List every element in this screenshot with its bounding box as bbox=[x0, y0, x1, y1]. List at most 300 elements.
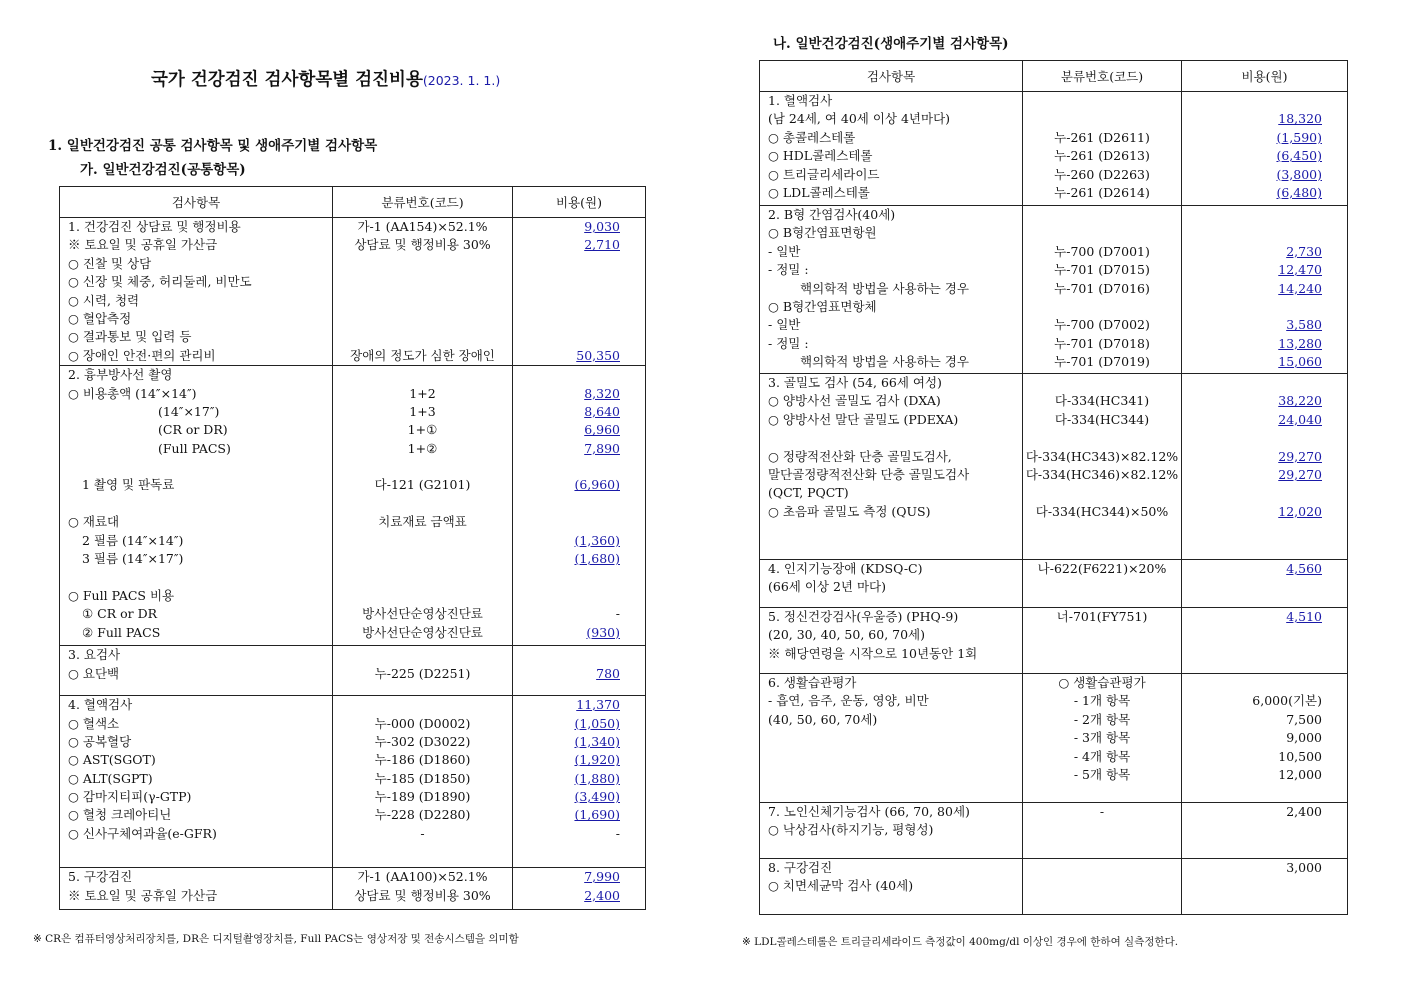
cost-cell bbox=[1182, 674, 1348, 803]
cost-text bbox=[1182, 877, 1347, 895]
item-text: 4. 혈액검사 bbox=[68, 697, 133, 713]
cost-link[interactable]: (1,880) bbox=[574, 770, 620, 786]
code-text: - 1개 항목 bbox=[1073, 693, 1131, 709]
code-text bbox=[333, 328, 512, 346]
code-cell bbox=[333, 696, 513, 868]
cost-text bbox=[1182, 166, 1347, 184]
item-cell bbox=[60, 646, 333, 696]
cost-link[interactable]: 8,640 bbox=[584, 403, 620, 419]
item-cell bbox=[760, 374, 1023, 560]
code-text bbox=[1023, 110, 1181, 128]
cost-text bbox=[1182, 184, 1347, 202]
cost-link[interactable]: (1,340) bbox=[574, 733, 620, 749]
cost-text bbox=[513, 292, 645, 310]
item-text: 6. 생활습관평가 bbox=[768, 675, 857, 690]
code-text bbox=[1023, 484, 1181, 502]
code-text: ○ 생활습관평가 bbox=[1058, 675, 1146, 690]
item-text: - 정밀 : bbox=[768, 262, 809, 278]
code-cell bbox=[1023, 803, 1182, 859]
item-text: (남 24세, 여 40세 이상 4년마다) bbox=[768, 111, 951, 127]
code-cell bbox=[1023, 92, 1182, 206]
code-text bbox=[333, 696, 512, 714]
code-text bbox=[1023, 877, 1181, 895]
code-text bbox=[1023, 206, 1181, 224]
cost-text bbox=[513, 665, 645, 683]
cost-link[interactable]: 7,890 bbox=[584, 440, 620, 456]
code-cell bbox=[1023, 608, 1182, 674]
cost-text bbox=[1182, 335, 1347, 353]
code-text: 누-000 (D0002) bbox=[374, 715, 471, 731]
cost-cell bbox=[513, 366, 646, 646]
cost-text: 7,500 bbox=[1286, 711, 1322, 727]
cost-text bbox=[1182, 110, 1347, 128]
code-text: 누-701 (D7019) bbox=[1054, 354, 1150, 370]
item-cell bbox=[60, 868, 333, 910]
code-text: 누-302 (D3022) bbox=[374, 733, 471, 749]
item-cell bbox=[760, 608, 1023, 674]
item-text: 5. 구강검진 bbox=[68, 869, 133, 885]
code-text bbox=[1023, 645, 1181, 663]
item-text: ○ 초음파 골밀도 측정 (QUS) bbox=[768, 503, 931, 519]
code-text bbox=[333, 495, 512, 513]
code-text bbox=[333, 458, 512, 476]
code-text: 다-334(HC343)×82.12% bbox=[1025, 448, 1179, 464]
code-text bbox=[333, 550, 512, 568]
cost-link[interactable]: (6,450) bbox=[1276, 148, 1322, 164]
cost-link[interactable]: (930) bbox=[586, 624, 620, 640]
code-cell bbox=[1023, 374, 1182, 560]
item-text: ○ 감마지티피(γ-GTP) bbox=[68, 789, 192, 805]
item-text bbox=[60, 568, 332, 586]
cost-link[interactable]: 13,280 bbox=[1278, 335, 1322, 351]
cost-text bbox=[513, 421, 645, 439]
cost-text: 10,500 bbox=[1278, 748, 1322, 764]
cost-text bbox=[513, 255, 645, 273]
code-cell bbox=[1023, 674, 1182, 803]
item-text: ○ B형간염표면항원 bbox=[768, 225, 877, 241]
header-cost: 비용(원) bbox=[1182, 61, 1348, 92]
cost-text bbox=[513, 236, 645, 254]
table-row bbox=[760, 674, 1348, 803]
item-text: ○ 공복혈당 bbox=[68, 733, 132, 749]
item-text: ○ 비용총액 (14″×14″) bbox=[68, 385, 197, 401]
common-items-table bbox=[59, 186, 646, 910]
cost-text bbox=[513, 868, 645, 886]
cost-link[interactable]: 4,510 bbox=[1286, 609, 1322, 624]
item-text: ○ 혈색소 bbox=[68, 715, 120, 731]
cost-link[interactable]: 780 bbox=[596, 665, 620, 681]
cost-text bbox=[1182, 503, 1347, 521]
item-text bbox=[760, 748, 1022, 766]
item-text: ※ 해당연령을 시작으로 10년동안 1회 bbox=[768, 645, 978, 661]
lifecycle-items-table bbox=[759, 60, 1348, 915]
cost-text bbox=[513, 440, 645, 458]
code-text: 누-186 (D1860) bbox=[374, 752, 471, 768]
cost-text bbox=[513, 458, 645, 476]
table-row bbox=[60, 218, 646, 366]
cost-cell bbox=[513, 868, 646, 910]
item-text: 1. 건강검진 상담료 및 행정비용 bbox=[68, 219, 241, 234]
item-text: ○ 재료대 bbox=[68, 514, 120, 530]
item-text: ○ LDL콜레스테롤 bbox=[768, 184, 870, 200]
cost-link[interactable]: 50,350 bbox=[576, 347, 620, 363]
code-text: 너-701(FY751) bbox=[1056, 609, 1148, 624]
cost-text bbox=[1182, 560, 1347, 578]
cost-text bbox=[1182, 316, 1347, 334]
cost-text bbox=[1182, 147, 1347, 165]
cost-text bbox=[1182, 224, 1347, 242]
item-text: ※ 토요일 및 공휴일 가산금 bbox=[68, 887, 218, 903]
item-text: - 일반 bbox=[768, 243, 801, 259]
item-text: ○ AST(SGOT) bbox=[68, 752, 156, 768]
item-text: ○ 양방사선 말단 골밀도 (PDEXA) bbox=[768, 411, 959, 427]
code-cell bbox=[333, 868, 513, 910]
cost-text bbox=[1182, 92, 1347, 110]
item-text: 2 필름 (14″×14″) bbox=[82, 532, 184, 548]
cost-link[interactable]: 9,030 bbox=[584, 219, 620, 234]
code-text: 누-189 (D1890) bbox=[374, 789, 471, 805]
item-text: ○ 신장 및 체중, 허리둘레, 비만도 bbox=[68, 274, 252, 290]
item-text: (QCT, PQCT) bbox=[768, 485, 849, 501]
cost-cell bbox=[1182, 92, 1348, 206]
item-text: ○ 신사구체여과율(e-GFR) bbox=[68, 825, 217, 841]
cost-link[interactable]: 24,040 bbox=[1278, 411, 1322, 427]
table-row bbox=[760, 206, 1348, 374]
cost-cell bbox=[1182, 560, 1348, 608]
item-text: ○ 요단백 bbox=[68, 665, 120, 681]
item-text: ○ 시력, 청력 bbox=[68, 292, 140, 308]
item-cell bbox=[760, 859, 1023, 915]
code-text: 장애의 정도가 심한 장애인 bbox=[350, 347, 495, 363]
item-text: ○ HDL콜레스테롤 bbox=[768, 148, 873, 164]
cost-link[interactable]: (6,480) bbox=[1276, 184, 1322, 200]
cost-link[interactable]: 6,960 bbox=[584, 422, 620, 438]
item-text: ○ 총콜레스테롤 bbox=[768, 129, 856, 145]
cost-text bbox=[513, 476, 645, 494]
cost-text bbox=[513, 696, 645, 714]
cost-text bbox=[1182, 261, 1347, 279]
cost-text bbox=[513, 568, 645, 586]
cost-text bbox=[1182, 298, 1347, 316]
item-text: ○ 치면세균막 검사 (40세) bbox=[768, 878, 914, 894]
code-text: 다-334(HC346)×82.12% bbox=[1025, 466, 1179, 482]
code-text: 누-260 (D2263) bbox=[1054, 166, 1150, 182]
cost-link[interactable]: 38,220 bbox=[1278, 393, 1322, 409]
cost-text bbox=[1182, 645, 1347, 663]
code-text bbox=[1023, 859, 1181, 877]
item-text: (CR or DR) bbox=[158, 422, 228, 438]
code-text: 누-701 (D7016) bbox=[1054, 280, 1150, 296]
code-text: 가-1 (AA100)×52.1% bbox=[357, 869, 488, 885]
item-text: ○ 정량적전산화 단층 골밀도검사, bbox=[768, 448, 952, 464]
table-row bbox=[760, 803, 1348, 859]
page-title: 국가 건강검진 검사항목별 검진비용(2023. 1. 1.) bbox=[151, 70, 501, 90]
cost-link[interactable]: 2,710 bbox=[584, 237, 620, 253]
table-row bbox=[60, 366, 646, 646]
code-text bbox=[1023, 429, 1181, 447]
cost-link[interactable]: 4,560 bbox=[1286, 561, 1322, 576]
code-text bbox=[333, 310, 512, 328]
item-cell bbox=[760, 206, 1023, 374]
footnote-right: ※ LDL콜레스테롤은 트리글리세라이드 측정값이 400mg/dl 이상인 경우에 한하여 실측정한다. bbox=[742, 936, 1179, 948]
item-text: ○ Full PACS 비용 bbox=[68, 587, 175, 603]
code-cell bbox=[333, 646, 513, 696]
cost-link[interactable]: 15,060 bbox=[1278, 354, 1322, 370]
code-text bbox=[333, 587, 512, 605]
table-row bbox=[760, 560, 1348, 608]
cost-text bbox=[513, 770, 645, 788]
cost-text bbox=[513, 513, 645, 531]
code-text: 누-700 (D7001) bbox=[1054, 243, 1150, 259]
item-text: ※ 토요일 및 공휴일 가산금 bbox=[68, 237, 218, 253]
header-item: 검사항목 bbox=[60, 187, 333, 218]
cost-text bbox=[513, 587, 645, 605]
cost-text: - bbox=[615, 606, 620, 622]
code-cell bbox=[1023, 206, 1182, 374]
cost-link[interactable]: 12,020 bbox=[1278, 503, 1322, 519]
item-text: 3 필름 (14″×17″) bbox=[82, 551, 184, 567]
code-text: - 3개 항목 bbox=[1073, 730, 1131, 746]
item-text: 핵의학적 방법을 사용하는 경우 bbox=[800, 354, 969, 370]
item-text: 1. 혈액검사 bbox=[768, 93, 833, 108]
item-text: (20, 30, 40, 50, 60, 70세) bbox=[768, 627, 925, 643]
cost-text bbox=[513, 366, 645, 384]
item-text: ○ 양방사선 골밀도 검사 (DXA) bbox=[768, 393, 941, 409]
cost-text bbox=[1182, 129, 1347, 147]
code-cell bbox=[1023, 560, 1182, 608]
code-text: 1+① bbox=[407, 422, 438, 438]
code-text: 누-700 (D7002) bbox=[1054, 317, 1150, 333]
code-text: 1+3 bbox=[409, 403, 436, 419]
code-text: 누-228 (D2280) bbox=[374, 807, 471, 823]
cost-text bbox=[513, 532, 645, 550]
cost-link[interactable]: 2,400 bbox=[584, 887, 620, 903]
cost-text bbox=[1182, 243, 1347, 261]
item-cell bbox=[760, 803, 1023, 859]
code-cell bbox=[333, 218, 513, 366]
code-cell bbox=[333, 366, 513, 646]
item-text: - 정밀 : bbox=[768, 335, 809, 351]
item-text: - 일반 bbox=[768, 317, 801, 333]
cost-link[interactable]: 2,730 bbox=[1286, 243, 1322, 259]
code-text bbox=[333, 255, 512, 273]
cost-cell bbox=[1182, 608, 1348, 674]
cost-text: 12,000 bbox=[1278, 766, 1322, 782]
cost-text bbox=[1182, 626, 1347, 644]
code-text: 나-622(F6221)×20% bbox=[1037, 561, 1167, 576]
code-text bbox=[333, 646, 512, 664]
item-text: (Full PACS) bbox=[158, 440, 231, 456]
item-text bbox=[60, 495, 332, 513]
cost-cell bbox=[513, 696, 646, 868]
code-text: 1+② bbox=[407, 440, 438, 456]
cost-text bbox=[513, 385, 645, 403]
code-text: 방사선단순영상진단료 bbox=[362, 624, 483, 640]
cost-text bbox=[1182, 392, 1347, 410]
item-cell bbox=[760, 674, 1023, 803]
code-text: 1+2 bbox=[409, 385, 436, 401]
section1-heading: 1. 일반건강검진 공통 검사항목 및 생애주기별 검사항목 bbox=[48, 138, 378, 154]
code-text: 누-701 (D7015) bbox=[1054, 262, 1150, 278]
item-text: ○ ALT(SGPT) bbox=[68, 770, 153, 786]
code-text bbox=[333, 366, 512, 384]
cost-text bbox=[513, 624, 645, 642]
cost-link[interactable]: (1,050) bbox=[574, 715, 620, 731]
cost-link[interactable]: 14,240 bbox=[1278, 280, 1322, 296]
cost-text bbox=[1182, 821, 1347, 839]
footnote-left: ※ CR은 컴퓨터영상처리장치를, DR은 디지털촬영장치를, Full PACS는 영상저장 및 전송시스템을 의미함 bbox=[33, 933, 519, 945]
code-text bbox=[333, 273, 512, 291]
cost-text bbox=[1182, 578, 1347, 596]
item-text: 핵의학적 방법을 사용하는 경우 bbox=[800, 280, 969, 296]
item-text: 2. B형 간염검사(40세) bbox=[768, 207, 896, 222]
cost-link[interactable]: 8,320 bbox=[584, 385, 620, 401]
item-text: ○ 장애인 안전·편의 관리비 bbox=[68, 347, 216, 363]
code-text bbox=[1023, 626, 1181, 644]
table-row bbox=[760, 92, 1348, 206]
item-text: 2. 흉부방사선 촬영 bbox=[68, 367, 173, 383]
item-text: (40, 50, 60, 70세) bbox=[768, 711, 878, 727]
cost-text: 2,400 bbox=[1286, 804, 1322, 819]
code-text: - 5개 항목 bbox=[1073, 766, 1131, 782]
cost-cell bbox=[513, 646, 646, 696]
cost-link[interactable]: 12,470 bbox=[1278, 262, 1322, 278]
cost-text bbox=[513, 806, 645, 824]
cost-link[interactable]: (1,680) bbox=[574, 551, 620, 567]
cost-link[interactable]: 7,990 bbox=[584, 869, 620, 885]
cost-text bbox=[513, 495, 645, 513]
item-text bbox=[760, 766, 1022, 784]
code-text bbox=[333, 568, 512, 586]
cost-text bbox=[513, 403, 645, 421]
item-text: - 흡연, 음주, 운동, 영양, 비만 bbox=[768, 693, 929, 709]
code-text: 상담료 및 행정비용 30% bbox=[354, 887, 491, 903]
cost-text: 6,000(기본) bbox=[1252, 693, 1322, 709]
cost-link[interactable]: 18,320 bbox=[1278, 111, 1322, 127]
cost-text: - bbox=[615, 825, 620, 841]
item-text: 8. 구강검진 bbox=[768, 860, 833, 875]
code-text: 누-701 (D7018) bbox=[1054, 335, 1150, 351]
code-text bbox=[1023, 578, 1181, 596]
subsection-ga-heading: 가. 일반건강검진(공통항목) bbox=[80, 162, 246, 178]
item-cell bbox=[60, 366, 333, 646]
title-date: (2023. 1. 1.) bbox=[422, 73, 501, 88]
subsection-na-heading: 나. 일반건강검진(생애주기별 검사항목) bbox=[773, 36, 1009, 52]
item-text: ○ 결과통보 및 입력 등 bbox=[68, 329, 192, 345]
item-text: 1 촬영 및 판독료 bbox=[82, 477, 175, 493]
table-row bbox=[60, 868, 646, 910]
code-text: - bbox=[1099, 804, 1105, 819]
code-text: 누-185 (D1850) bbox=[374, 770, 471, 786]
cost-cell bbox=[1182, 374, 1348, 560]
code-text: 다-334(HC344)×50% bbox=[1035, 503, 1169, 519]
cost-link[interactable]: (1,920) bbox=[574, 752, 620, 768]
item-text: ② Full PACS bbox=[82, 624, 161, 640]
code-text: 다-334(HC344) bbox=[1054, 411, 1150, 427]
code-text: 누-261 (D2611) bbox=[1054, 129, 1150, 145]
cost-link[interactable]: (3,490) bbox=[574, 789, 620, 805]
cost-link[interactable]: 29,270 bbox=[1278, 448, 1322, 464]
code-text: 방사선단순영상진단료 bbox=[362, 606, 483, 622]
cost-text bbox=[1182, 206, 1347, 224]
cost-text bbox=[513, 550, 645, 568]
item-text: ○ 진찰 및 상담 bbox=[68, 255, 152, 271]
header-code: 분류번호(코드) bbox=[333, 187, 513, 218]
item-text: 3. 골밀도 검사 (54, 66세 여성) bbox=[768, 375, 942, 390]
cost-link[interactable]: 29,270 bbox=[1278, 466, 1322, 482]
item-text bbox=[60, 458, 332, 476]
cost-text bbox=[513, 646, 645, 664]
item-text: ○ 낙상검사(하지기능, 평형성) bbox=[768, 822, 934, 838]
cost-text bbox=[1182, 484, 1347, 502]
cost-cell bbox=[1182, 206, 1348, 374]
code-text: - bbox=[420, 825, 425, 841]
cost-text: 9,000 bbox=[1286, 730, 1322, 746]
code-text bbox=[1023, 298, 1181, 316]
cost-text bbox=[513, 715, 645, 733]
cost-link[interactable]: (6,960) bbox=[574, 477, 620, 493]
item-cell bbox=[60, 696, 333, 868]
cost-text bbox=[513, 347, 645, 365]
cost-text bbox=[513, 273, 645, 291]
cost-text bbox=[1182, 608, 1347, 626]
item-text: 3. 요검사 bbox=[68, 647, 121, 663]
item-cell bbox=[760, 560, 1023, 608]
item-text: ○ 혈압측정 bbox=[68, 310, 132, 326]
cost-link[interactable]: (1,690) bbox=[574, 807, 620, 823]
cost-link[interactable]: 11,370 bbox=[576, 697, 620, 713]
item-text: 말단골정량적전산화 단층 골밀도검사 bbox=[768, 466, 970, 482]
cost-text bbox=[513, 733, 645, 751]
code-text: - 4개 항목 bbox=[1073, 748, 1131, 764]
code-text: 다-334(HC341) bbox=[1054, 393, 1150, 409]
cost-link[interactable]: 3,580 bbox=[1286, 317, 1322, 333]
item-text bbox=[760, 729, 1022, 747]
code-text bbox=[1023, 224, 1181, 242]
code-text: 다-121 (G2101) bbox=[374, 477, 471, 493]
cost-text: 3,000 bbox=[1286, 860, 1322, 875]
cost-text bbox=[513, 218, 645, 236]
cost-text bbox=[1182, 448, 1347, 466]
code-text bbox=[1023, 374, 1181, 392]
cost-link[interactable]: (1,590) bbox=[1276, 129, 1322, 145]
table-row bbox=[760, 374, 1348, 560]
cost-text bbox=[513, 328, 645, 346]
cost-text bbox=[1182, 280, 1347, 298]
code-text bbox=[1023, 92, 1181, 110]
item-text: 7. 노인신체기능검사 (66, 70, 80세) bbox=[768, 804, 970, 819]
cost-text bbox=[1182, 374, 1347, 392]
item-cell bbox=[760, 92, 1023, 206]
cost-link[interactable]: (3,800) bbox=[1276, 166, 1322, 182]
cost-link[interactable]: (1,360) bbox=[574, 532, 620, 548]
header-item: 검사항목 bbox=[760, 61, 1023, 92]
header-code: 분류번호(코드) bbox=[1023, 61, 1182, 92]
cost-text bbox=[1182, 353, 1347, 371]
table-row bbox=[760, 859, 1348, 915]
item-text bbox=[760, 429, 1022, 447]
item-text: ○ B형간염표면항체 bbox=[768, 298, 877, 314]
item-text: 5. 정신건강검사(우울증) (PHQ-9) bbox=[768, 609, 959, 624]
code-text: 상담료 및 행정비용 30% bbox=[354, 237, 491, 253]
code-text: 누-225 (D2251) bbox=[374, 665, 471, 681]
cost-text bbox=[1182, 674, 1347, 692]
code-text: 가-1 (AA154)×52.1% bbox=[357, 219, 488, 234]
item-text: (66세 이상 2년 마다) bbox=[768, 579, 886, 595]
item-text: ○ 혈청 크레아티닌 bbox=[68, 807, 172, 823]
code-text: - 2개 항목 bbox=[1073, 711, 1131, 727]
cost-cell bbox=[1182, 803, 1348, 859]
